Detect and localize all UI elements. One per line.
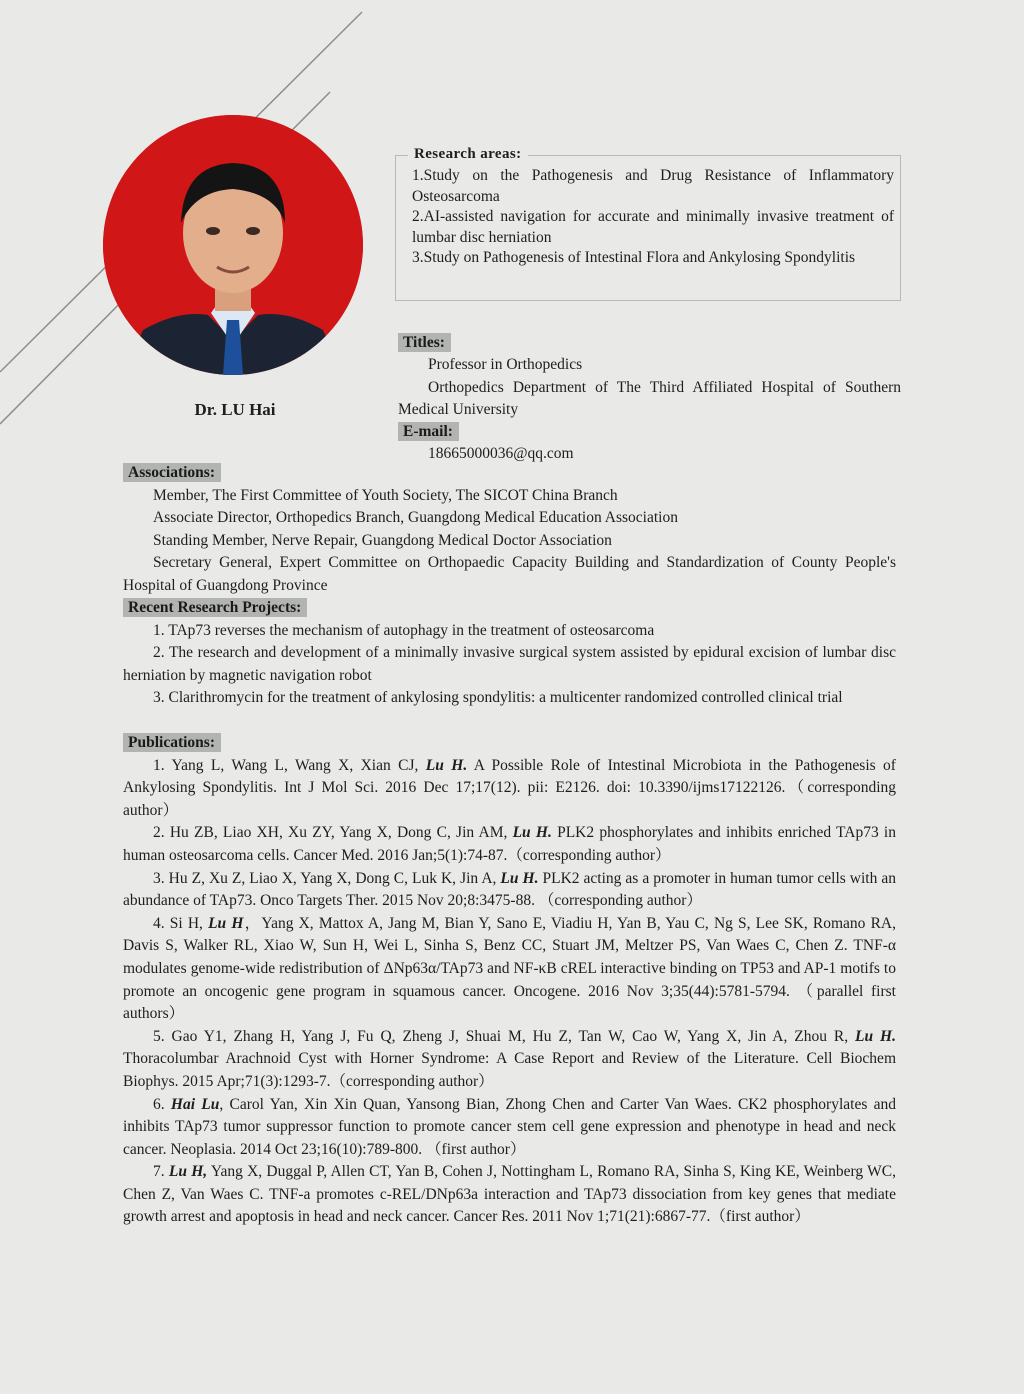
publications-label: Publications:	[123, 733, 221, 752]
projects-label: Recent Research Projects:	[123, 598, 307, 617]
association-item: Member, The First Committee of Youth Society, The SICOT China Branch	[153, 486, 618, 504]
email-value: 18665000036@qq.com	[428, 445, 574, 463]
author-highlight: Hai Lu	[170, 1095, 220, 1113]
avatar	[103, 115, 363, 375]
association-item: Associate Director, Orthopedics Branch, Guangdong Medical Education Association	[153, 509, 678, 527]
association-item: Standing Member, Nerve Repair, Guangdong Medical Doctor Association	[153, 531, 612, 549]
publication-item: 4. Si H, Lu H，Yang X, Mattox A, Jang M, Bian Y, Sano E, Viadiu H, Yan B, Yau C, Ng S, Lee SK, Romano RA, Davis S, Walker RL, Xiao W, Sun H, Wei L, Sinha S, Benz CC, Stuart JM, Meltzer PS, Van Waes C, Chen Z. TNF-α modulates genome-wide redistribution of ΔNp63α/TAp73 and NF-κB cREL interactive binding on TP53 and AP-1 motifs to promote an oncogenic gene program in squamous cancer. Oncogene. 2016 Nov 3;35(44):5781-5794. （parallel first authors）	[123, 914, 896, 1023]
author-highlight: Lu H.	[855, 1027, 896, 1045]
email-label: E-mail:	[398, 422, 459, 441]
associations-section	[123, 462, 896, 598]
title-line: Orthopedics Department of The Third Affiliated Hospital of Southern Medical University	[398, 378, 901, 418]
titles-label: Titles:	[398, 333, 451, 352]
publication-item: 7. Lu H, Yang X, Duggal P, Allen CT, Yan B, Cohen J, Nottingham L, Romano RA, Sinha S, King KE, Weinberg WC, Chen Z, Van Waes C. TNF-a promotes c-REL/DNp63a interaction and TAp73 dissociation from key genes that mediate growth arrest and apoptosis in head and neck cancer. Cancer Res. 2011 Nov 1;71(21):6867-77.（first author）	[123, 1163, 896, 1226]
doctor-portrait-icon	[103, 115, 363, 375]
author-highlight: Lu H	[208, 914, 244, 932]
research-areas-label: Research areas:	[408, 146, 528, 163]
publication-item: 6. Hai Lu, Carol Yan, Xin Xin Quan, Yansong Bian, Zhong Chen and Carter Van Waes. CK2 phosphorylates and inhibits TAp73 tumor suppressor function to promote cancer stem cell gene expression and phenotype in head and neck cancer. Neoplasia. 2014 Oct 23;16(10):789-800. （first author）	[123, 1095, 896, 1158]
research-areas-list	[412, 166, 894, 269]
publication-item: 5. Gao Y1, Zhang H, Yang J, Fu Q, Zheng J, Shuai M, Hu Z, Tan W, Cao W, Yang X, Jin A, Zhou R, Lu H. Thoracolumbar Arachnoid Cyst with Horner Syndrome: A Case Report and Review of the Literature. Cell Biochem Biophys. 2015 Apr;71(3):1293-7.（corresponding author）	[123, 1027, 896, 1090]
author-highlight: Lu H.	[425, 756, 468, 774]
titles-section	[398, 332, 901, 466]
author-highlight: Lu H.	[500, 869, 539, 887]
author-highlight: Lu H.	[512, 824, 552, 842]
publication-item: 3. Hu Z, Xu Z, Liao X, Yang X, Dong C, Luk K, Jin A, Lu H. PLK2 acting as a promoter in human tumor cells with an abundance of TAp73. Onco Targets Ther. 2015 Nov 20;8:3475-88. （corresponding author）	[123, 869, 897, 910]
project-item: 3. Clarithromycin for the treatment of ankylosing spondylitis: a multicenter randomized controlled clinical trial	[153, 689, 843, 707]
publication-item: 2. Hu ZB, Liao XH, Xu ZY, Yang X, Dong C, Jin AM, Lu H. PLK2 phosphorylates and inhibits enriched TAp73 in human osteosarcoma cells. Cancer Med. 2016 Jan;5(1):74-87.（corresponding author）	[123, 824, 896, 864]
doctor-name: Dr. LU Hai	[194, 400, 276, 419]
research-area-item: 1.Study on the Pathogenesis and Drug Resistance of Inflammatory Osteosarcoma	[412, 167, 894, 205]
research-area-item: 2.AI-assisted navigation for accurate and minimally invasive treatment of lumbar disc herniation	[412, 208, 894, 246]
title-line: Professor in Orthopedics	[428, 356, 583, 374]
associations-label: Associations:	[123, 463, 221, 482]
project-item: 2. The research and development of a minimally invasive surgical system assisted by epidural excision of lumbar disc herniation by magnetic navigation robot	[123, 644, 896, 684]
project-item: 1. TAp73 reverses the mechanism of autophagy in the treatment of osteosarcoma	[153, 621, 655, 639]
author-highlight: Lu H,	[168, 1163, 208, 1181]
publications-section	[123, 732, 896, 1229]
publication-item: 1. Yang L, Wang L, Wang X, Xian CJ, Lu H. A Possible Role of Intestinal Microbiota in the Pathogenesis of Ankylosing Spondylitis. Int J Mol Sci. 2016 Dec 17;17(12). pii: E2126. doi: 10.3390/ijms17122126.（corresponding author）	[123, 756, 896, 819]
projects-section	[123, 597, 896, 710]
association-item: Secretary General, Expert Committee on Orthopaedic Capacity Building and Standardization of County People's Hospital of Guangdong Province	[123, 554, 896, 594]
research-area-item: 3.Study on Pathogenesis of Intestinal Flora and Ankylosing Spondylitis	[412, 249, 856, 267]
